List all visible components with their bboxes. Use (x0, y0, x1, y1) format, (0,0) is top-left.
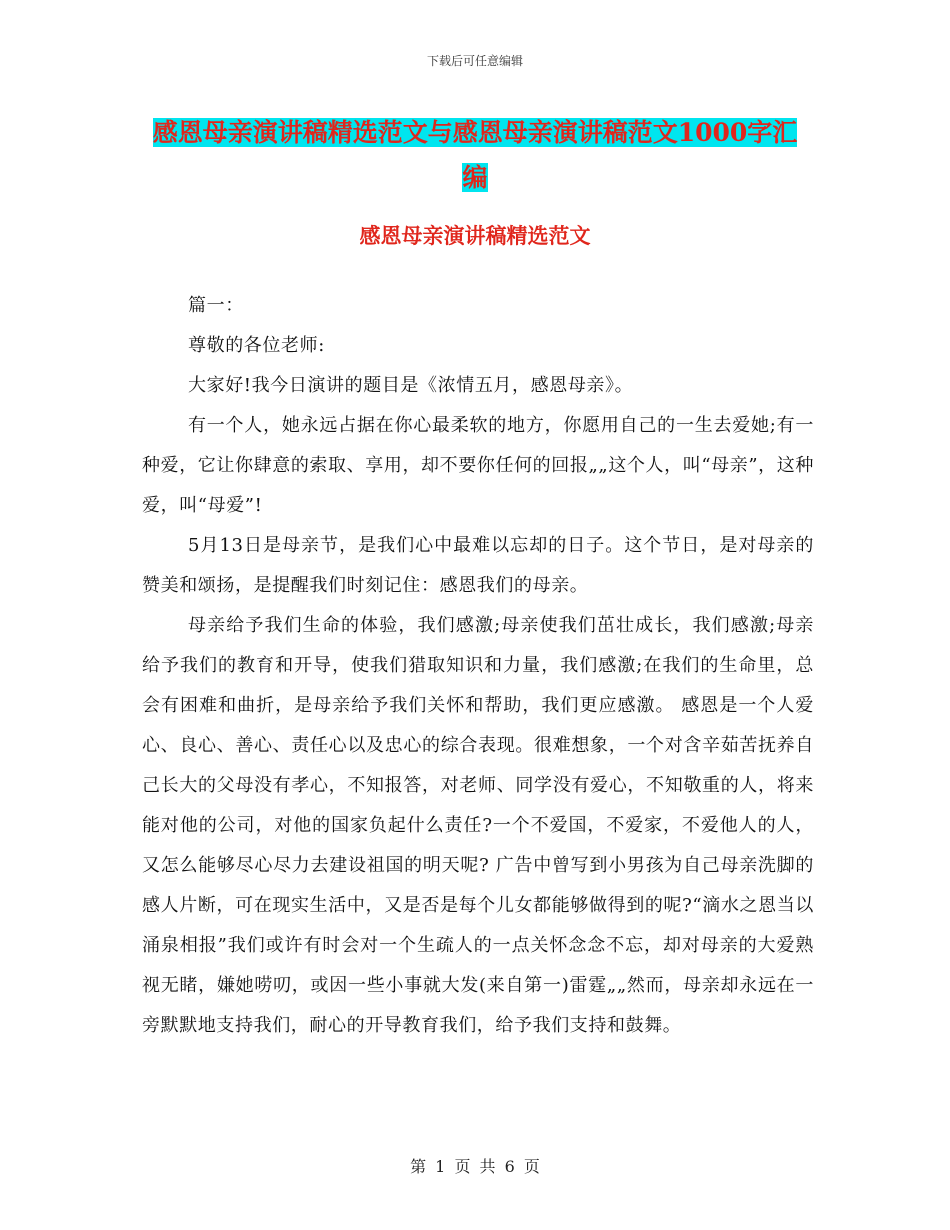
document-title-text: 感恩母亲演讲稿精选范文与感恩母亲演讲稿范文1000字汇编 (152, 118, 798, 192)
paragraph: 大家好!我今日演讲的题目是《浓情五月，感恩母亲》。 (188, 375, 634, 396)
paragraph: 母亲给予我们生命的体验，我们感激;母亲使我们茁壮成长，我们感激;母亲给予我们的教育和开导，使我们猎取知识和力量，我们感激;在我们的生命里，总会有困难和曲折，是母亲给予我们关怀和帮助，我们更应感激。 感恩是一个人爱心、良心、善心、责任心以及忠心的综合表现。很难想象，一个对含辛茹苦抚养自己长大的父母没有孝心，不知报答，对老师、同学没有爱心，不知敬重的人，将来能对他的公司，对他的国家负起什么责任?一个不爱国，不爱家，不爱他人的人，又怎么能够尽心尽力去建设祖国的明天呢? 广告中曾写到小男孩为自己母亲洗脚的感人片断，可在现实生活中，又是否是每个儿女都能够做得到的呢?“滴水之恩当以涌泉相报”我们或许有时会对一个生疏人的一点关怀念念不忘，却对母亲的大爱熟视无睹，嫌她唠叨，或因一些小事就大发(来自第一)雷霆„„然而，母亲却永远在一旁默默地支持我们，耐心的开导教育我们，给予我们支持和鼓舞。 (142, 615, 814, 1036)
paragraph: 尊敬的各位老师: (188, 335, 325, 356)
page-header-note: 下载后可任意编辑 (426, 54, 523, 68)
page-number-footer: 第 1 页 共 6 页 (410, 1157, 540, 1176)
document-title (150, 110, 800, 200)
paragraph: 有一个人，她永远占据在你心最柔软的地方，你愿用自己的一生去爱她;有一种爱，它让你肆意的索取、享用，却不要你任何的回报„„这个人，叫“母亲”，这种爱，叫“母爱”! (142, 415, 814, 516)
section-title: 感恩母亲演讲稿精选范文 (359, 223, 591, 248)
body-text (142, 286, 814, 1046)
paragraph: 5月13日是母亲节，是我们心中最难以忘却的日子。这个节日，是对母亲的赞美和颂扬，是提醒我们时刻记住：感恩我们的母亲。 (142, 535, 814, 596)
paragraph: 篇一： (188, 295, 244, 316)
